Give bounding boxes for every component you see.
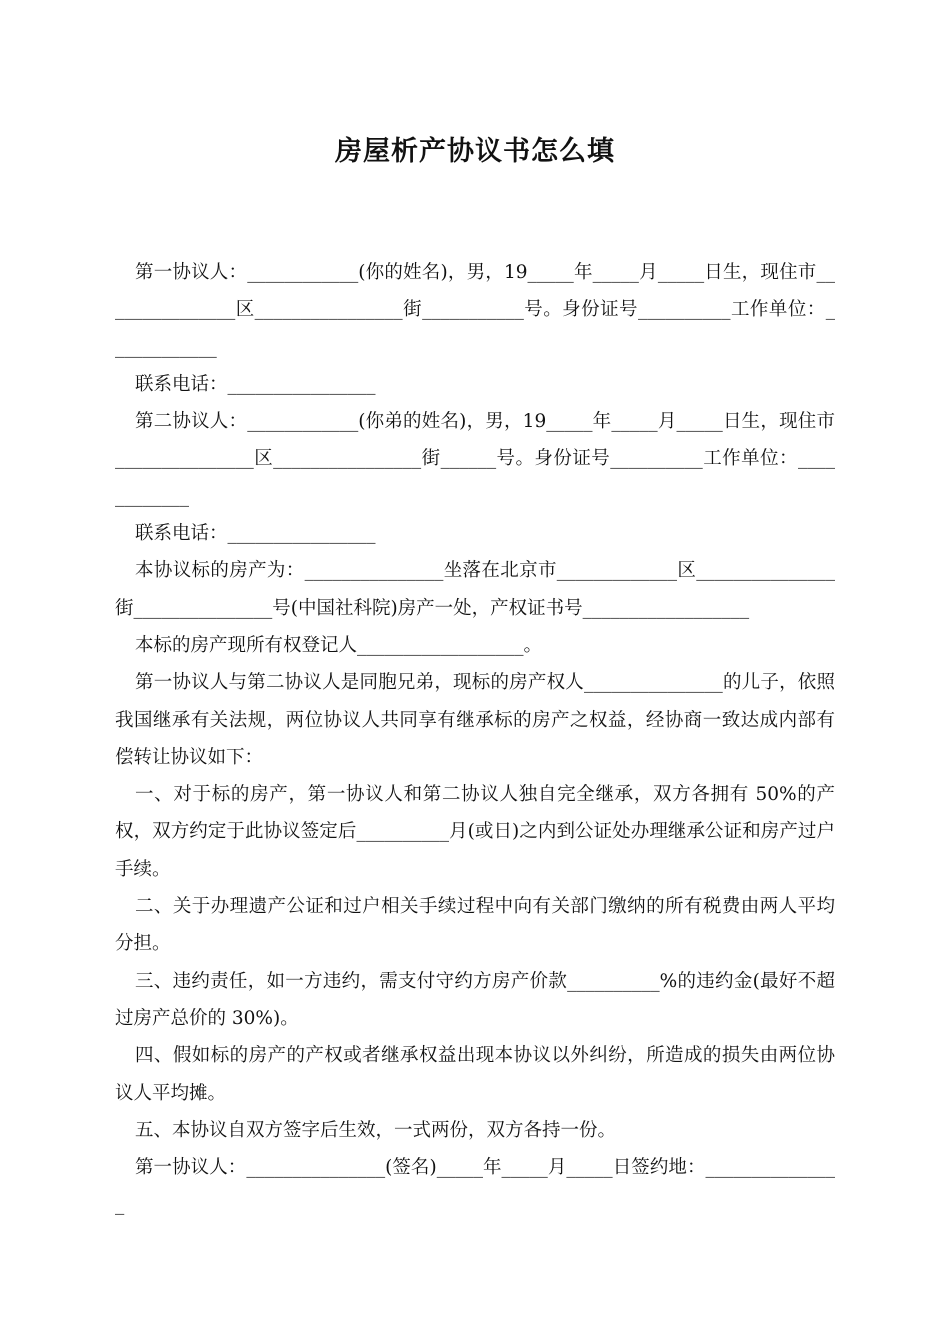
registered-owner: 本标的房产现所有权登记人__________________。 [135,634,543,656]
party-one-phone: 联系电话：________________ [135,373,376,395]
clause-one: 一、对于标的房产，第一协议人和第二协议人独自完全继承，双方各拥有 50%的产权，双方约定于此协议签定后__________月(或日)之内到公证处办理继承公证和房产过户手续。 [115,784,835,880]
property-description: 本协议标的房产为：_______________坐落在北京市_____________区_______________街_______________号(中国社科院)房产一处，产权证书号__________________ [115,560,835,619]
clause-two: 二、关于办理遗产公证和过户相关手续过程中向有关部门缴纳的所有税费由两人平均分担。 [115,896,835,955]
clause-three: 三、违约责任，如一方违约，需支付守约方房产价款__________%的违约金(最好不超过房产总价的 30%)。 [115,970,835,1029]
party-one-info: 第一协议人：____________(你的姓名)，男，19_____年_____月_____日生，现住市_______________区________________街___________号。身份证号__________工作单位：____________ [115,262,835,358]
clause-five: 五、本协议自双方签字后生效，一式两份，双方各持一份。 [135,1119,617,1141]
document-body [115,254,835,1224]
party-two-info: 第二协议人：____________(你弟的姓名)，男，19_____年_____月_____日生，现住市_______________区________________街______号。身份证号__________工作单位：____________ [115,411,835,507]
document-title: 房屋析产协议书怎么填 [335,136,615,167]
clause-four: 四、假如标的房产的产权或者继承权益出现本协议以外纠纷，所造成的损失由两位协议人平均摊。 [115,1045,835,1104]
party-two-phone: 联系电话：________________ [135,523,376,545]
party-one-signature: 第一协议人：_______________(签名)_____年_____月_____日签约地：_______________ [115,1157,835,1216]
agreement-preamble: 第一协议人与第二协议人是同胞兄弟，现标的房产权人_______________的儿子，依照我国继承有关法规，两位协议人共同享有继承标的房产之权益，经协商一致达成内部有偿转让协议如下： [115,672,835,768]
